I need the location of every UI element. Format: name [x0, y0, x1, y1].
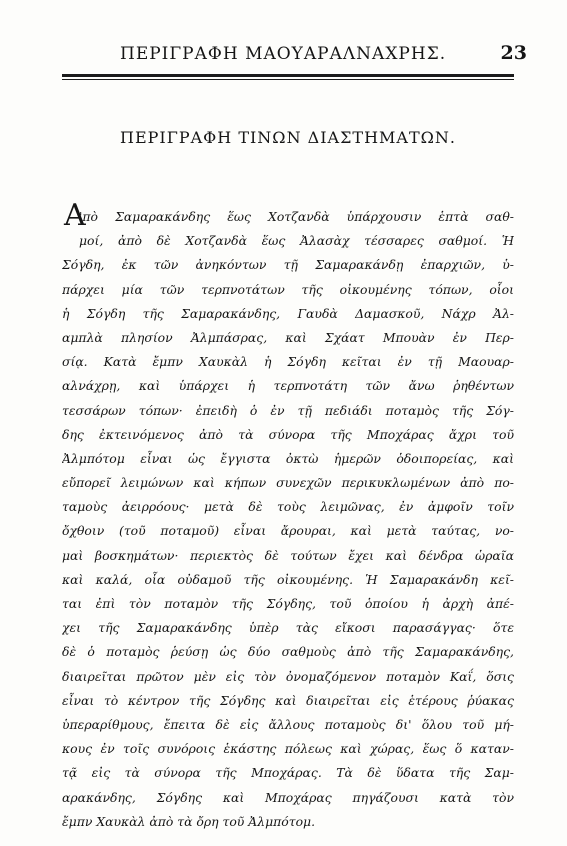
- running-title: ΠΕΡΙΓΡΑΦΗ ΜΑΟΥΑΡΑΛΝΑΧΡΗΣ.: [120, 44, 447, 64]
- text-line: τεσσάρων τόπων· ἐπειδὴ ὁ ἐν τῇ πεδιάδι ποταμὸς τῆς Σόγ-: [62, 402, 514, 418]
- running-head: [62, 42, 531, 66]
- section-title: ΠΕΡΙΓΡΑΦΗ ΤΙΝΩΝ ΔΙΑΣΤΗΜΑΤΩΝ.: [120, 128, 456, 147]
- text-line: 'πὸ Σαμαρακάνδης ἕως Χοτζανδὰ ὑπάρχουσιν ἑπτὰ σαθ-: [79, 209, 514, 224]
- text-line: δὲ ὁ ποταμὸς ῥεύσῃ ὡς δύο σαθμοὺς ἀπὸ τῆς Σαμαρακάνδης,: [62, 644, 514, 660]
- text-line: ταμοὺς ἀειρρόους· μετὰ δὲ τοὺς λειμῶνας, ἐν ἀμφοῖν τοῖν: [62, 499, 514, 515]
- text-line: ται ἐπὶ τὸν ποταμὸν τῆς Σόγδης, τοῦ ὁποίου ἡ ἀρχὴ ἀπέ-: [62, 596, 514, 611]
- page-number: 23: [500, 42, 527, 64]
- text-line: αλνάχρῃ, καὶ ὑπάρχει ἡ τερπνοτάτη τῶν ἄνω ῥηθέντων: [62, 378, 514, 394]
- text-line: σίᾳ. Κατὰ ἔμπν Χαυκὰλ ἡ Σόγδη κεῖται ἐν τῇ Μαουαρ-: [62, 354, 514, 370]
- text-line: καὶ καλά, οἷα οὐδαμοῦ τῆς οἰκουμένης. Ἡ Σαμαρακάνδη κεῖ-: [62, 571, 514, 587]
- text-line: αμπλὰ πλησίον Ἀλμπάσρας, καὶ Σχάατ Μπουὰν ἐν Περ-: [62, 329, 514, 345]
- text-line: Σόγδη, ἐκ τῶν ἀνηκόντων τῇ Σαμαρακάνδῃ ἐπαρχιῶν, ὑ-: [62, 257, 514, 273]
- text-line: κους ἐν τοῖς συνόροις ἑκάστης πόλεως καὶ χώρας, ἕως ὅ καταν-: [62, 741, 514, 757]
- drop-cap: Α: [64, 198, 86, 233]
- text-line: δης ἐκτεινόμενος ἀπὸ τὰ σύνορα τῆς Μποχάρας ἄχρι τοῦ: [62, 426, 514, 442]
- text-line: Ἀλμπότομ εἶναι ὡς ἔγγιστα ὀκτὼ ἡμερῶν ὁδοιπορείας, καὶ: [62, 450, 514, 466]
- text-line: ἡ Σόγδη τῆς Σαμαρακάνδης, Γαυδὰ Δαμασκοῦ, Νάχρ Ἀλ-: [62, 305, 514, 321]
- text-line: ἔμπν Χαυκὰλ ἀπὸ τὰ ὄρη τοῦ Ἀλμπότομ.: [62, 813, 316, 829]
- text-line: ὄχθοιν (τοῦ ποταμοῦ) εἶναι ἄρουραι, καὶ μετὰ ταύτας, νο-: [62, 523, 514, 539]
- text-line: μοί, ἀπὸ δὲ Χοτζανδὰ ἕως Ἀλασὰχ τέσσαρες σαθμοί. Ἡ: [79, 233, 514, 249]
- header-rule: [62, 74, 514, 77]
- text-line: πάρχει μία τῶν τερπνοτάτων τῆς οἰκουμένης τόπων, οἷοι: [62, 281, 514, 297]
- text-line: μαὶ βοσκημάτων· περιεκτὸς δὲ τούτων ἔχει καὶ δένδρα ὡραῖα: [62, 547, 514, 563]
- text-line: διαιρεῖται πρῶτον μὲν εἰς τὸν ὀνομαζόμενον ποταμὸν Καΐ, ὅσις: [62, 668, 514, 684]
- text-line: τᾷ εἰς τὰ σύνορα τῆς Μποχάρας. Τὰ δὲ ὕδατα τῆς Σαμ-: [62, 765, 514, 781]
- text-line: εὔπορεῖ λειμώνων καὶ κήπων συνεχῶν περικυκλωμένων ἀπὸ πο-: [62, 475, 514, 491]
- text-line: εἶναι τὸ κέντρον τῆς Σόγδης καὶ διαιρεῖται εἰς ἑτέρους ῥύακας: [62, 692, 514, 708]
- text-line: αρακάνδης, Σόγδης καὶ Μποχάρας πηγάζουσι κατὰ τὸν: [62, 789, 514, 805]
- body-text: [62, 198, 514, 834]
- text-line: χει τῆς Σαμαρακάνδης ὑπὲρ τὰς εἴκοσι παρασάγγας· ὅτε: [62, 620, 514, 636]
- text-line: ὑπεραρίθμους, ἔπειτα δὲ εἰς ἄλλους ποταμοὺς δι' ὅλου τοῦ μή-: [62, 716, 514, 732]
